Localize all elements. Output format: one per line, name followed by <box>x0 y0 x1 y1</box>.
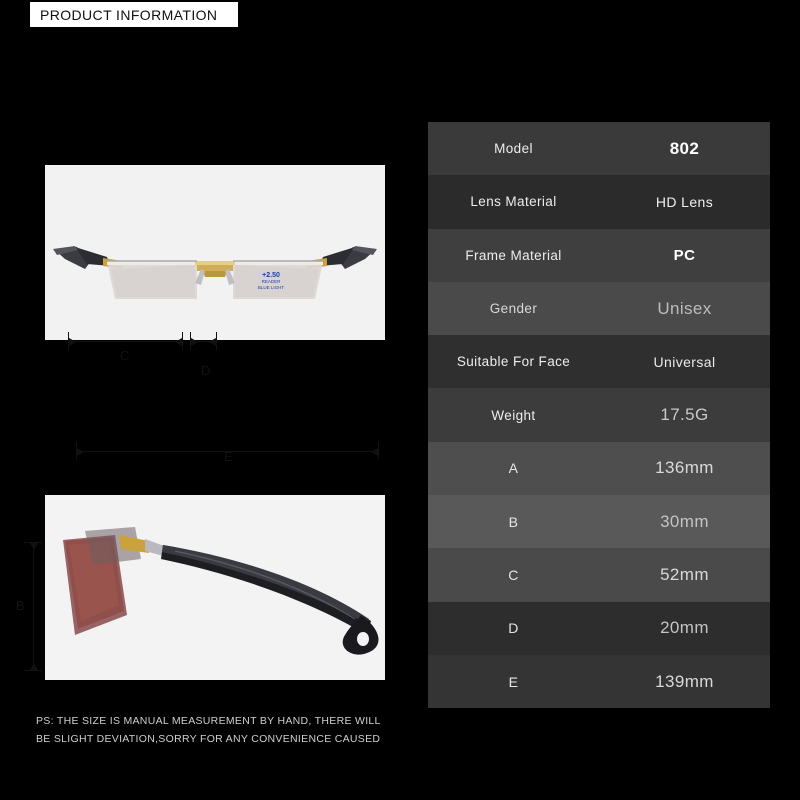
spec-key: Gender <box>489 301 538 317</box>
glasses-front-view-image <box>45 165 385 340</box>
dimension-label-d: D <box>201 363 211 378</box>
spec-key: A <box>508 460 519 477</box>
lens-sticker-line3: BLUE LIGHT <box>257 285 285 290</box>
page-title: PRODUCT INFORMATION <box>40 7 218 23</box>
page-header <box>0 0 800 30</box>
lens-sticker-power: +2.50 <box>262 272 280 279</box>
spec-value: Unisex <box>657 298 712 318</box>
spec-key: D <box>508 620 519 637</box>
table-row <box>428 602 770 655</box>
lens-sticker-line2: READER <box>261 279 281 284</box>
diagram-column <box>0 30 420 800</box>
table-row <box>428 388 770 441</box>
footnote-line-1: PS: THE SIZE IS MANUAL MEASUREMENT BY HAND, THERE WILL <box>36 715 381 727</box>
spec-key: E <box>508 673 519 690</box>
table-row <box>428 335 770 388</box>
spec-value: 136mm <box>655 458 714 478</box>
spec-value: 20mm <box>660 618 709 638</box>
spec-value: 139mm <box>655 671 714 691</box>
table-row <box>428 442 770 495</box>
glasses-side-view-panel <box>45 495 385 680</box>
spec-value: 17.5G <box>660 405 709 425</box>
spec-key: Lens Material <box>470 194 557 210</box>
spec-value: 802 <box>669 138 700 158</box>
spec-value: 30mm <box>660 511 709 531</box>
measurement-footnote <box>36 712 406 748</box>
lens-sticker <box>250 273 292 291</box>
table-row <box>428 282 770 335</box>
spec-value: PC <box>673 246 696 264</box>
dimension-label-c: C <box>120 348 130 363</box>
table-row <box>428 495 770 548</box>
dimension-label-b: B <box>16 598 26 613</box>
table-row <box>428 229 770 282</box>
footnote-line-2: BE SLIGHT DEVIATION,SORRY FOR ANY CONVENIENCE CAUSED <box>36 733 381 745</box>
table-row <box>428 175 770 228</box>
spec-key: C <box>508 567 519 584</box>
glasses-front-view-panel <box>45 165 385 340</box>
spec-key: Weight <box>491 407 536 423</box>
spec-key: B <box>508 513 519 530</box>
table-row <box>428 122 770 175</box>
glasses-side-view-image <box>45 495 385 680</box>
specification-table <box>428 122 770 708</box>
spec-value: HD Lens <box>655 193 714 210</box>
spec-key: Model <box>494 141 533 157</box>
dimension-label-e: E <box>224 449 234 464</box>
spec-value: Universal <box>653 353 716 370</box>
table-row <box>428 548 770 601</box>
table-row <box>428 655 770 708</box>
spec-key: Frame Material <box>465 247 562 263</box>
spec-key: Suitable For Face <box>456 354 571 370</box>
spec-value: 52mm <box>660 565 709 585</box>
